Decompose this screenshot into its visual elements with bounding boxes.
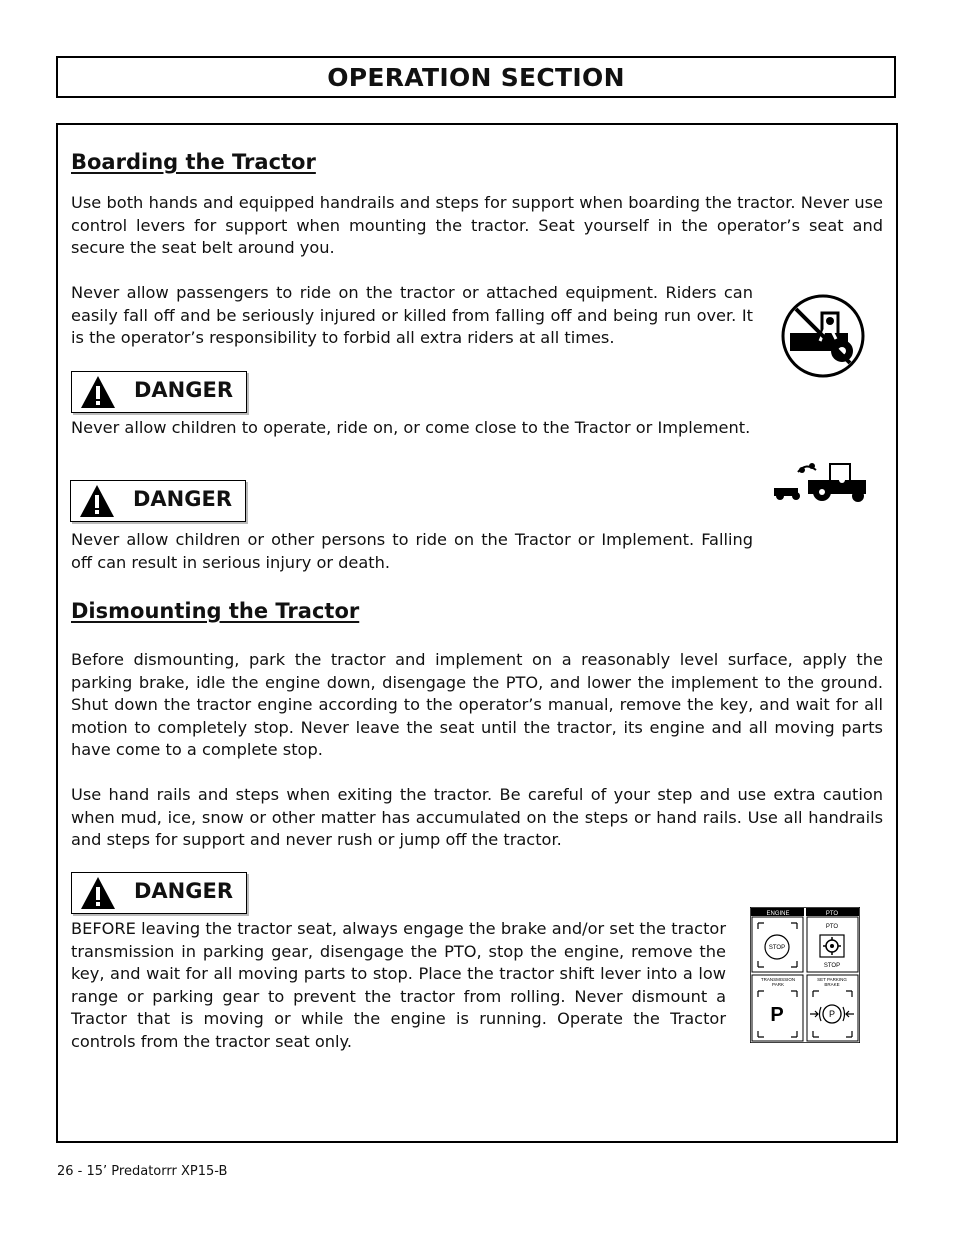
park-label: PARK (772, 982, 784, 987)
danger-label-text: DANGER (134, 378, 234, 402)
boarding-paragraph-1: Use both hands and equipped handrails and steps for support when boarding the tractor. Never use control levers for support when mounting the tractor. Seat yourself in the operator’s seat and secure the seat belt around you. (71, 193, 883, 258)
danger-label-1 (71, 371, 247, 413)
danger-label-3 (71, 872, 247, 914)
set-parking-label: SET PARKING (817, 977, 847, 982)
page-footer: 26 - 15’ Predatorrr XP15-B (57, 1164, 228, 1179)
stop-label-2: STOP (823, 963, 841, 969)
no-riders-icon (780, 293, 866, 379)
warning-triangle-icon (80, 876, 116, 910)
brake-label: BRAKE (824, 982, 840, 987)
dismounting-paragraph-2: Use hand rails and steps when exiting the tractor. Be careful of your step and use extra caution when mud, ice, snow or other matter has accumulated on the steps or hand rails. Use all handrails and steps for support and never rush or jump off the tractor. (71, 785, 883, 850)
stop-label-1: STOP (768, 945, 786, 951)
warning-triangle-icon (79, 484, 115, 518)
danger-text-3: BEFORE leaving the tractor seat, always engage the brake and/or set the tractor transmission in parking gear, disengage the PTO, stop the engine, remove the key, and wait for all moving parts to stop. Place the tractor shift lever into a low range or parking gear to prevent the tractor from rolling. Never dismount a Tractor that is moving or while the engine is running. Operate the Tractor controls from the tractor seat only. (71, 919, 726, 1051)
section-header (56, 56, 896, 98)
danger-label-text: DANGER (133, 487, 233, 511)
boarding-paragraph-2: Never allow passengers to ride on the tractor or attached equipment. Riders can easily fall off and be seriously injured or killed from falling off and being run over. It is the operator’s responsibility to forbid all extra riders at all times. (71, 283, 753, 348)
pto-label-2: PTO (825, 924, 839, 930)
dismounting-heading: Dismounting the Tractor (71, 599, 360, 623)
warning-triangle-icon (80, 375, 116, 409)
transmission-label: TRANSMISSION (760, 977, 796, 982)
danger-text-2: Never allow children or other persons to ride on the Tractor or Implement. Falling off can result in serious injury or death. (71, 530, 753, 572)
danger-text-1: Never allow children to operate, ride on, or come close to the Tractor or Implement. (71, 418, 751, 437)
danger-label-text: DANGER (134, 879, 234, 903)
parking-brake-p: P (828, 1009, 836, 1019)
engine-label: ENGINE (766, 911, 790, 917)
tractor-controls-panel-icon (750, 907, 860, 1043)
pto-label: PTO (825, 911, 839, 917)
boarding-heading: Boarding the Tractor (71, 150, 316, 174)
danger-label-2 (70, 480, 246, 522)
dismounting-paragraph-1: Before dismounting, park the tractor and implement on a reasonably level surface, apply the parking brake, idle the engine down, disengage the PTO, and lower the implement to the ground. Shut down the tractor engine according to the operator’s manual, remove the key, and wait for all motion to completely stop. Never leave the seat until the tractor, its engine and all moving parts have come to a complete stop. (71, 650, 883, 760)
tractor-children-icon (772, 458, 868, 502)
park-p-letter: P (770, 1004, 784, 1026)
section-title: OPERATION SECTION (327, 63, 625, 92)
